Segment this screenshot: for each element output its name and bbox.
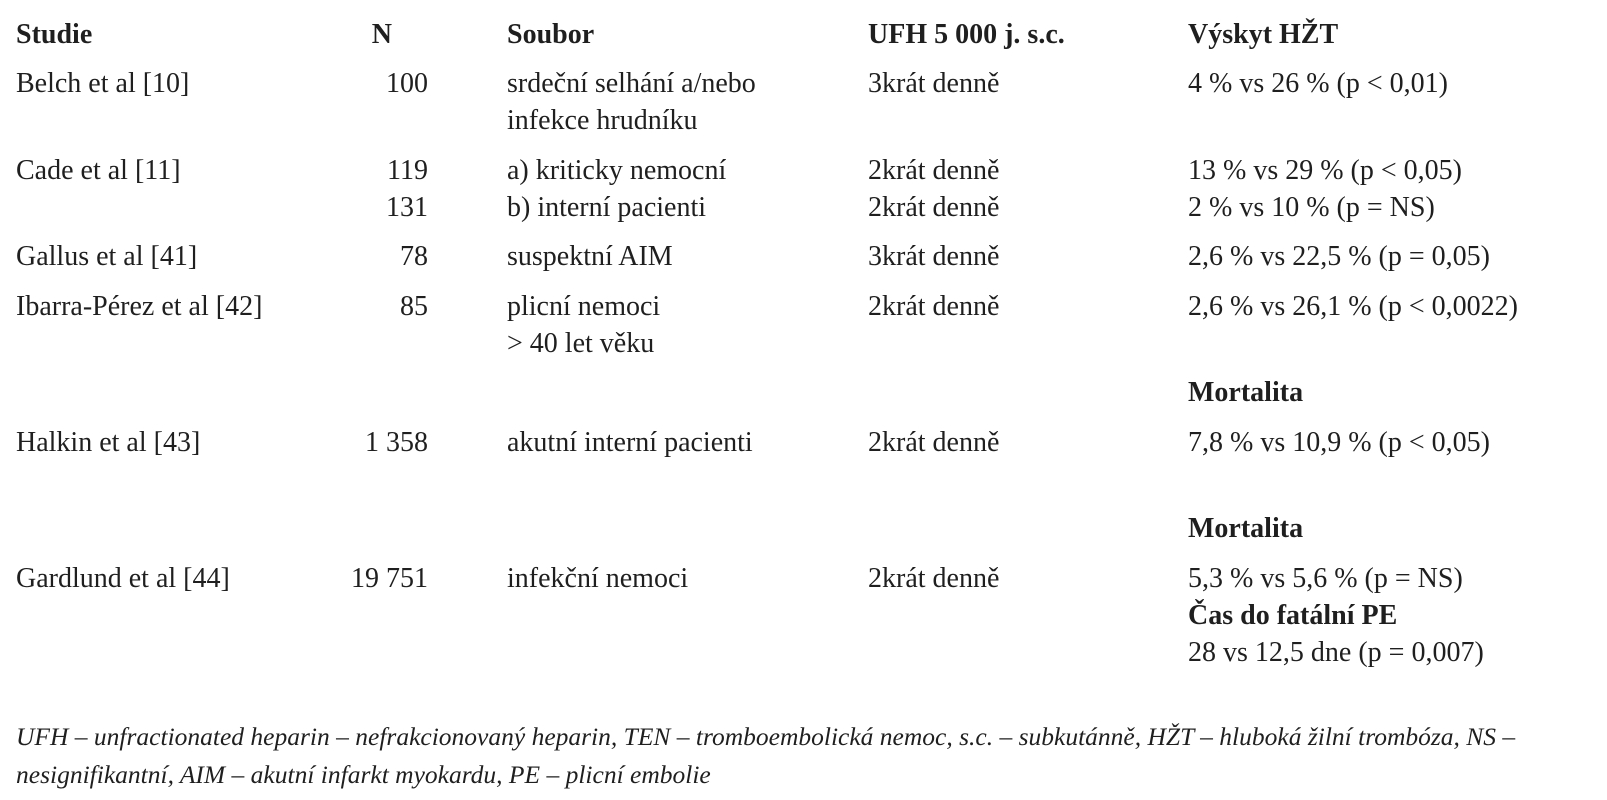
study-n: 100 [386,68,428,99]
study-outcome: 7,8 % vs 10,9 % (p < 0,05) [1188,427,1490,458]
study-set-line: a) kriticky nemocní [507,155,727,186]
study-set: infekční nemoci [507,563,689,594]
study-outcome-line: 5,3 % vs 5,6 % (p = NS) [1188,563,1463,594]
header-set: Soubor [507,19,595,50]
study-name: Cade et al [11] [16,155,181,186]
study-outcome: 2,6 % vs 22,5 % (p = 0,05) [1188,241,1490,272]
study-n [300,152,428,226]
study-name: Ibarra-Pérez et al [42] [16,291,263,322]
study-ufh [868,152,999,226]
header-n: N [371,19,392,50]
study-ufh-line: 2krát denně [868,192,1000,223]
study-ufh: 3krát denně [868,68,1000,99]
study-set [507,152,726,226]
study-set [507,65,756,139]
study-set-line: infekce hrudníku [507,105,698,136]
table-footnote: UFH – unfractionated heparin – nefrakcionovaný heparin, TEN – tromboembolická nemoc, s.c. – subkutánně, HŽT – hluboká žilní trombóza, NS – nesignifikantní, AIM – akutní infarkt myokardu, PE – plicní embolie [16,722,1516,789]
study-ufh: 2krát denně [868,427,1000,458]
header-outcome: Výskyt HŽT [1188,19,1339,50]
study-n-line: 119 [387,155,428,186]
study-set-line: > 40 let věku [507,328,655,359]
study-ufh: 3krát denně [868,241,1000,272]
study-name: Gardlund et al [44] [16,563,230,594]
outcome-heading-time-to-fatal-pe: Čas do fatální PE [1188,600,1398,631]
study-outcome: 2,6 % vs 26,1 % (p < 0,0022) [1188,291,1518,322]
study-set [507,288,660,362]
study-name: Halkin et al [43] [16,427,201,458]
study-set-line: plicní nemoci [507,291,661,322]
study-outcome-line: 13 % vs 29 % (p < 0,05) [1188,155,1462,186]
study-outcome [1188,560,1484,671]
outcome-heading-mortality: Mortalita [1188,513,1304,544]
study-n: 19 751 [351,563,428,594]
study-outcome [1188,152,1462,226]
study-name: Gallus et al [41] [16,241,198,272]
study-outcome: 4 % vs 26 % (p < 0,01) [1188,68,1448,99]
header-study: Studie [16,19,93,50]
study-set: suspektní AIM [507,241,673,272]
study-set-line: b) interní pacienti [507,192,707,223]
study-set-line: srdeční selhání a/nebo [507,68,756,99]
study-ufh-line: 2krát denně [868,155,1000,186]
study-ufh: 2krát denně [868,291,1000,322]
outcome-heading-mortality: Mortalita [1188,377,1304,408]
study-n: 1 358 [365,427,428,458]
study-n: 85 [400,291,428,322]
study-outcome-line: 2 % vs 10 % (p = NS) [1188,192,1435,223]
study-n-line: 131 [386,192,428,223]
header-ufh: UFH 5 000 j. s.c. [868,19,1065,50]
study-set: akutní interní pacienti [507,427,753,458]
study-name: Belch et al [10] [16,68,190,99]
study-n: 78 [400,241,428,272]
study-ufh: 2krát denně [868,563,1000,594]
study-outcome-line: 28 vs 12,5 dne (p = 0,007) [1188,637,1484,668]
